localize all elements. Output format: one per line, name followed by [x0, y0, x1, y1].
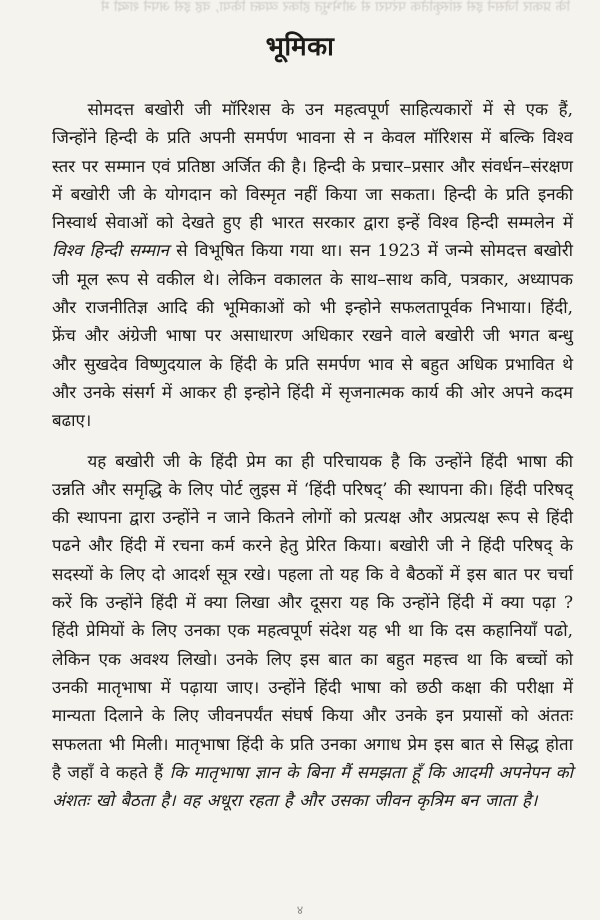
page-body [52, 95, 573, 814]
paragraph-2-text: यह बखोरी जी के हिंदी प्रेम का ही परिचायक है कि उन्होंने हिंदी भाषा की उन्नति और समृद्धि के लिए पोर्ट लुइस में ‘हिंदी परिषद्’ की स्थापना की। हिंदी परिषद् की स्थापना द्वारा उन्होंने न जाने कितने लोगों को प्रत्यक्ष और अप्रत्यक्ष रूप से हिंदी पढने और हिंदी में रचना कर्म करने हेतु प्रेरित किया। बखोरी जी ने हिंदी परिषद् के सदस्यों के लिए दो आदर्श सूत्र रखे। पहला तो यह कि वे बैठकों में इस बात पर चर्चा करें कि उन्होंने हिंदी में क्या लिखा और दूसरा यह कि उन्होंने हिंदी में क्या पढ़ा ? हिंदी प्रेमियों के लिए उनका एक महत्वपूर्ण संदेश यह भी था कि दस कहानियाँ पढो, लेकिन एक अवश्य लिखो। उनके लिए इस बात का बहुत महत्त्व था कि बच्चों को उनकी मातृभाषा में पढ़ाया जाए। उन्होंने हिंदी भाषा को छठी कक्षा की परीक्षा में मान्यता दिलाने के लिए जीवनपर्यंत संघर्ष किया और उनके इन प्रयासों को अंततः सफलता भी मिली। मातृभाषा हिंदी के प्रति उनका अगाध प्रेम इस बात से सिद्ध होता है जहाँ वे कहते हैं [52, 450, 573, 782]
page-title: भूमिका [265, 32, 335, 62]
bleed-through-text: कि प्रकार जिसने इसे सांस्कृतिक परंपरा से अभिभूत होकर व्यक्त किया, वह इसे अपने शब्दों में [101, 0, 570, 15]
page-number: ४ [296, 903, 304, 917]
quotation: कि मातृभाषा ज्ञान के बिना मैं समझता हूँ कि आदमी अपनेपन को अंशतः खो बैठता है। वह अधूरा रहता है और उसका जीवन कृत्रिम बन जाता है। [52, 761, 573, 811]
paragraph-2 [52, 447, 573, 815]
award-name: विश्व हिन्दी सम्मान [52, 240, 169, 261]
paragraph-1-text-b: से विभूषित किया गया था। सन 1923 में जन्मे सोमदत्त बखोरी जी मूल रूप से वकील थे। लेकिन वकालत के साथ–साथ कवि, पत्रकार, अध्यापक और राजनीतिज्ञ आदि की भूमिकाओं को भी इन्होने सफलतापूर्वक निभाया। हिंदी, फ्रेंच और अंग्रेजी भाषा पर असाधारण अधिकार रखने वाले बखोरी जी भगत बन्धु और सुखदेव विष्णुदयाल के हिंदी के प्रति समर्पण भाव से बहुत अधिक प्रभावित थे और उनके संसर्ग में आकर ही इन्होने हिंदी में सृजनात्मक कार्य की ओर अपने कदम बढाए। [52, 240, 574, 431]
paragraph-1 [52, 95, 573, 435]
paragraph-1-text-a: सोमदत्त बखोरी जी मॉरिशस के उन महत्वपूर्ण साहित्यकारों में से एक हैं, जिन्होंने हिन्दी के प्रति अपनी समर्पण भावना से न केवल मॉरिशस में बल्कि विश्व स्तर पर सम्मान एवं प्रतिष्ठा अर्जित की है। हिन्दी के प्रचार–प्रसार और संवर्धन–संरक्षण में बखोरी जी के योगदान को विस्मृत नहीं किया जा सकता। हिन्दी के प्रति इनकी निस्वार्थ सेवाओं को देखते हुए ही भारत सरकार द्वारा इन्हें विश्व हिन्दी सम्मलेन में [52, 99, 573, 233]
